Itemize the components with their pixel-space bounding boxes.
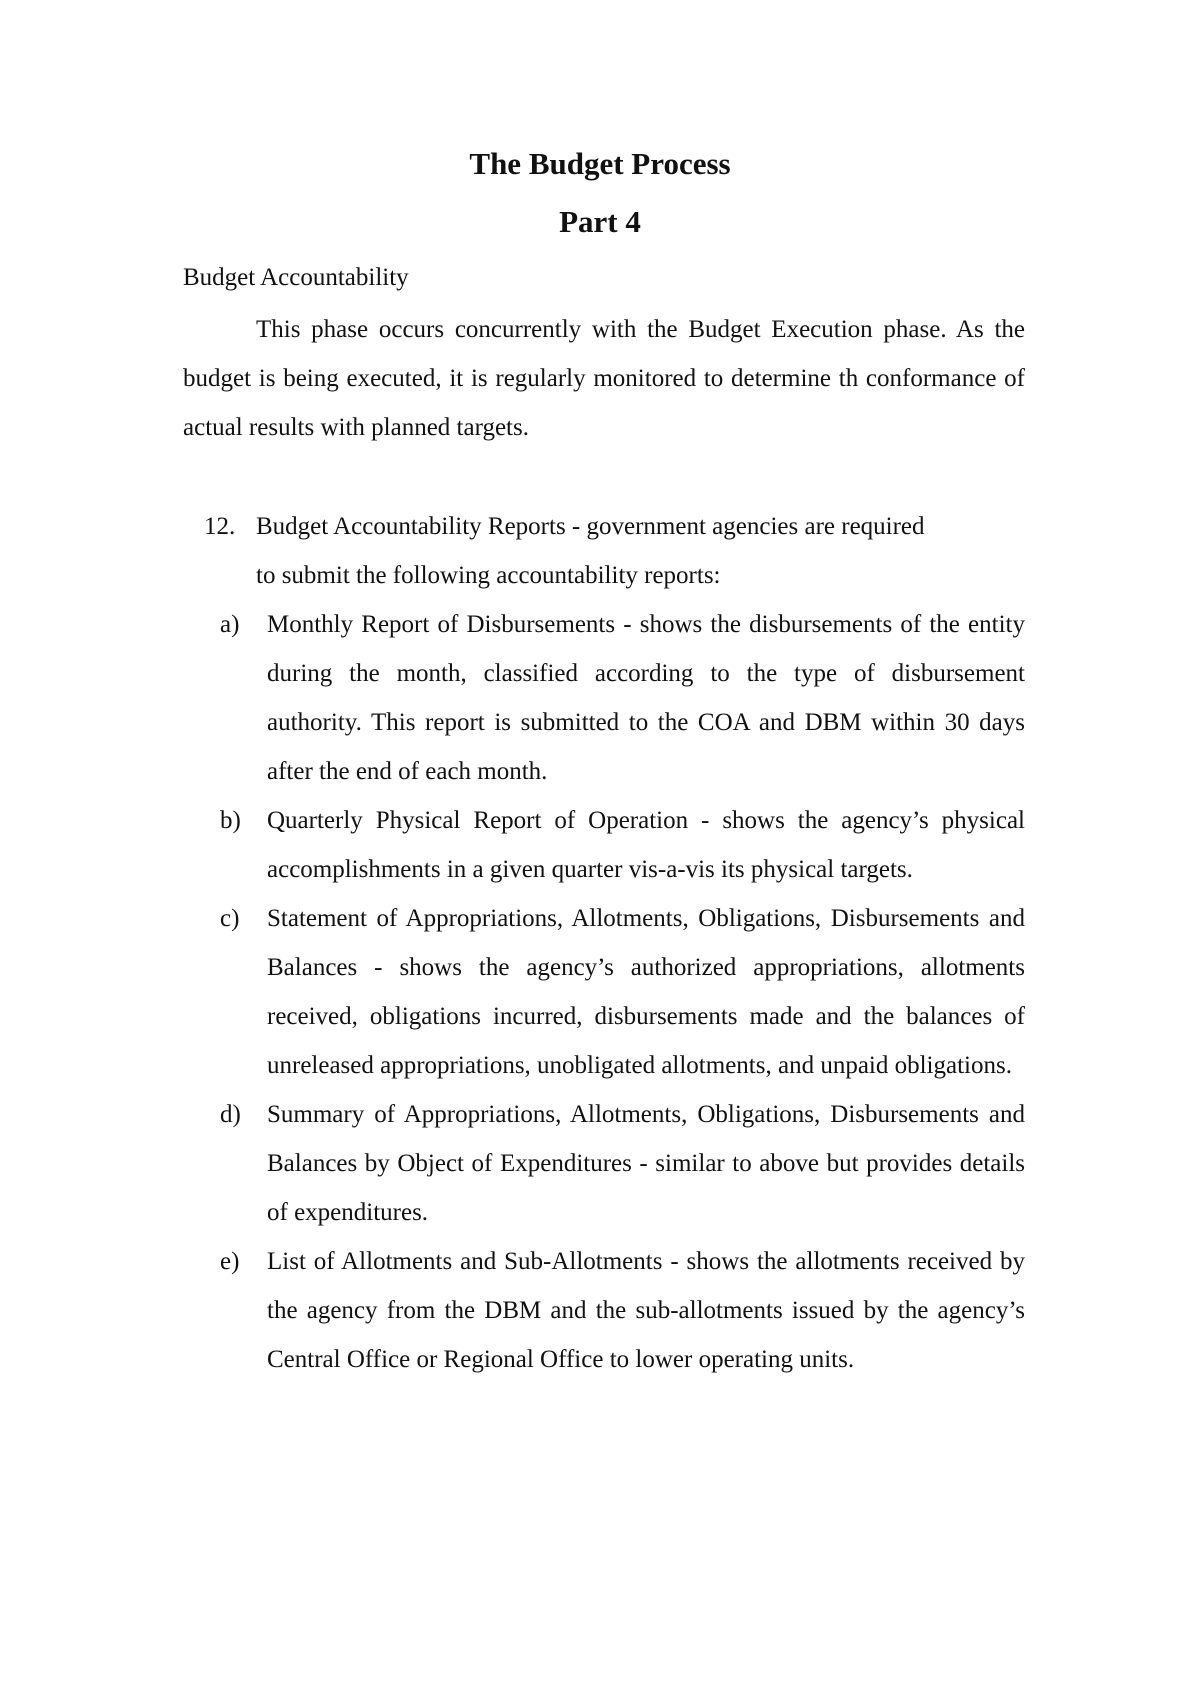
list-item — [220, 1237, 1025, 1384]
list-marker: e) — [220, 1248, 240, 1275]
list-marker: d) — [220, 1101, 241, 1128]
item-number: 12. — [204, 513, 236, 540]
list-item — [220, 796, 1025, 894]
list-item — [220, 600, 1025, 796]
page-title: The Budget Process — [469, 146, 731, 181]
intro-paragraph: This phase occurs concurrently with the Budget Execution phase. As the budget is being executed, it is regularly monitored to determine th conformance of actual results with planned targets. — [183, 316, 1025, 441]
numbered-item-text: Budget Accountability Reports - government agencies are required — [256, 513, 925, 540]
numbered-item-continuation: to submit the following accountability reports: — [256, 562, 721, 589]
list-item-text: Statement of Appropriations, Allotments, Obligations, Disbursements and Balances - shows the agency’s authorized appropriations, allotments received, obligations incurred, disbursements made and the balances of unreleased appropriations, unobligated allotments, and unpaid obligations. — [267, 905, 1025, 1079]
list-item-text: List of Allotments and Sub-Allotments - shows the allotments received by the agency from the DBM and the sub-allotments issued by the agency’s Central Office or Regional Office to lower operating units. — [267, 1248, 1025, 1373]
list-marker: c) — [220, 905, 240, 932]
list-item-text: Monthly Report of Disbursements - shows the disbursements of the entity during the month, classified according to the type of disbursement authority. This report is submitted to the COA and DBM within 30 days after the end of each month. — [267, 611, 1025, 785]
report-list — [220, 600, 1025, 1384]
list-item — [220, 1090, 1025, 1237]
numbered-item-12 — [204, 502, 1025, 600]
list-item-text: Summary of Appropriations, Allotments, Obligations, Disbursements and Balances by Object of Expenditures - similar to above but provides details of expenditures. — [267, 1101, 1025, 1226]
list-marker: b) — [220, 807, 241, 834]
list-item — [220, 894, 1025, 1090]
part-subtitle: Part 4 — [559, 204, 641, 239]
section-heading: Budget Accountability — [183, 264, 409, 291]
list-marker: a) — [220, 611, 240, 638]
list-item-text: Quarterly Physical Report of Operation - shows the agency’s physical accomplishments in a given quarter vis-a-vis its physical targets. — [267, 807, 1025, 883]
